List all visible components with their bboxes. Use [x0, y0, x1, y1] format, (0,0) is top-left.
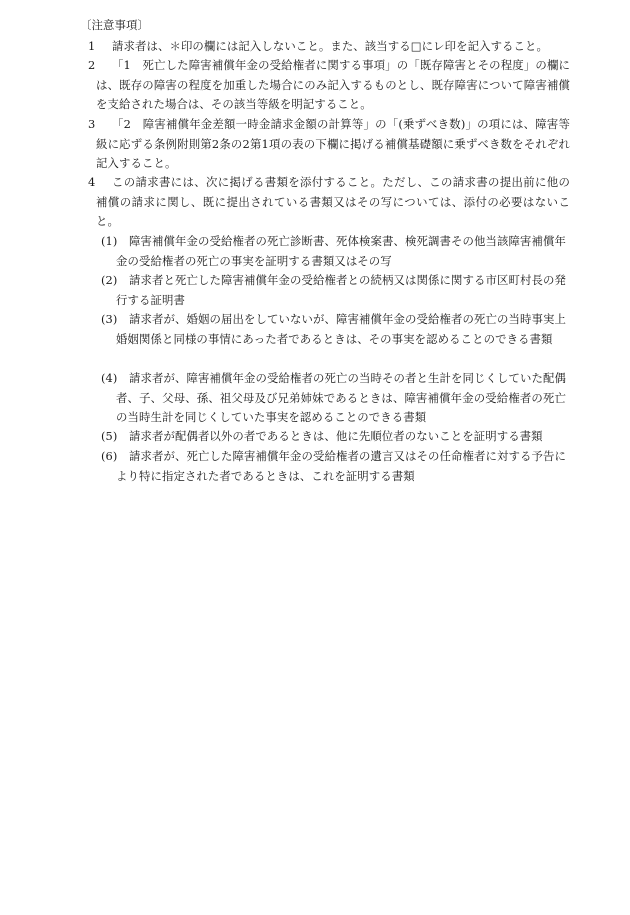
attachment-text: 請求者が、婚姻の届出をしていないが、障害補償年金の受給権者の死亡の当時事実上婚姻関係と同様の事情にあった者であるときは、その事実を認めることのできる書類 [116, 312, 566, 346]
note-number: 4 [88, 175, 96, 189]
attachment-item-5 [96, 427, 566, 447]
attachment-number: (4) [101, 371, 118, 385]
note-text: 請求者は、＊印の欄には記入しないこと。また、該当する□にレ印を記入すること。 [112, 39, 549, 53]
attachment-item-4 [96, 369, 566, 428]
note-item-4 [80, 173, 570, 232]
note-item-1 [80, 37, 570, 57]
attachment-number: (1) [101, 234, 118, 248]
attachment-text: 障害補償年金の受給権者の死亡診断書、死体検案書、検死調書その他当該障害補償年金の受給権者の死亡の事実を証明する書類又はその写 [116, 234, 566, 268]
note-number: 1 [88, 39, 96, 53]
attachment-item-6 [96, 447, 566, 486]
attachment-item-3 [96, 310, 566, 349]
attachment-number: (3) [101, 312, 118, 326]
attachment-text: 請求者が、死亡した障害補償年金の受給権者の遺言又はその任命権者に対する予告により特に指定された者であるときは、これを証明する書類 [116, 449, 566, 483]
notes-heading: 〔注意事項〕 [80, 18, 149, 32]
note-text: 「2 障害補償年金差額一時金請求金額の計算等」の「(乗ずべき数)」の項には、障害等級に応ずる条例附則第2条の2第1項の表の下欄に掲げる補償基礎額に乗ずべき数をそれぞれ記入すること。 [96, 117, 570, 170]
note-number: 3 [88, 117, 96, 131]
note-number: 2 [88, 58, 96, 72]
attachment-number: (5) [101, 429, 118, 443]
attachment-item-2 [96, 271, 566, 310]
attachment-text: 請求者が、障害補償年金の受給権者の死亡の当時その者と生計を同じくしていた配偶者、子、父母、孫、祖父母及び兄弟姉妹であるときは、障害補償年金の受給権者の死亡の当時生計を同じくしていた事実を認めることのできる書類 [116, 371, 566, 424]
attachment-text: 請求者が配偶者以外の者であるときは、他に先順位者のないことを証明する書類 [129, 429, 543, 443]
note-text: この請求書には、次に掲げる書類を添付すること。ただし、この請求書の提出前に他の補償の請求に関し、既に提出されている書類又はその写については、添付の必要はないこと。 [96, 175, 570, 228]
attachment-text: 請求者と死亡した障害補償年金の受給権者との続柄又は関係に関する市区町村長の発行する証明書 [116, 273, 566, 307]
note-text: 「1 死亡した障害補償年金の受給権者に関する事項」の「既存障害とその程度」の欄には、既存の障害の程度を加重した場合にのみ記入するものとし、既存障害について障害補償を支給された場合は、その該当等級を明記すること。 [96, 58, 570, 111]
attachment-item-1 [96, 232, 566, 271]
note-item-2 [80, 56, 570, 115]
attachment-number: (2) [101, 273, 118, 287]
note-item-3 [80, 115, 570, 174]
attachment-number: (6) [101, 449, 118, 463]
